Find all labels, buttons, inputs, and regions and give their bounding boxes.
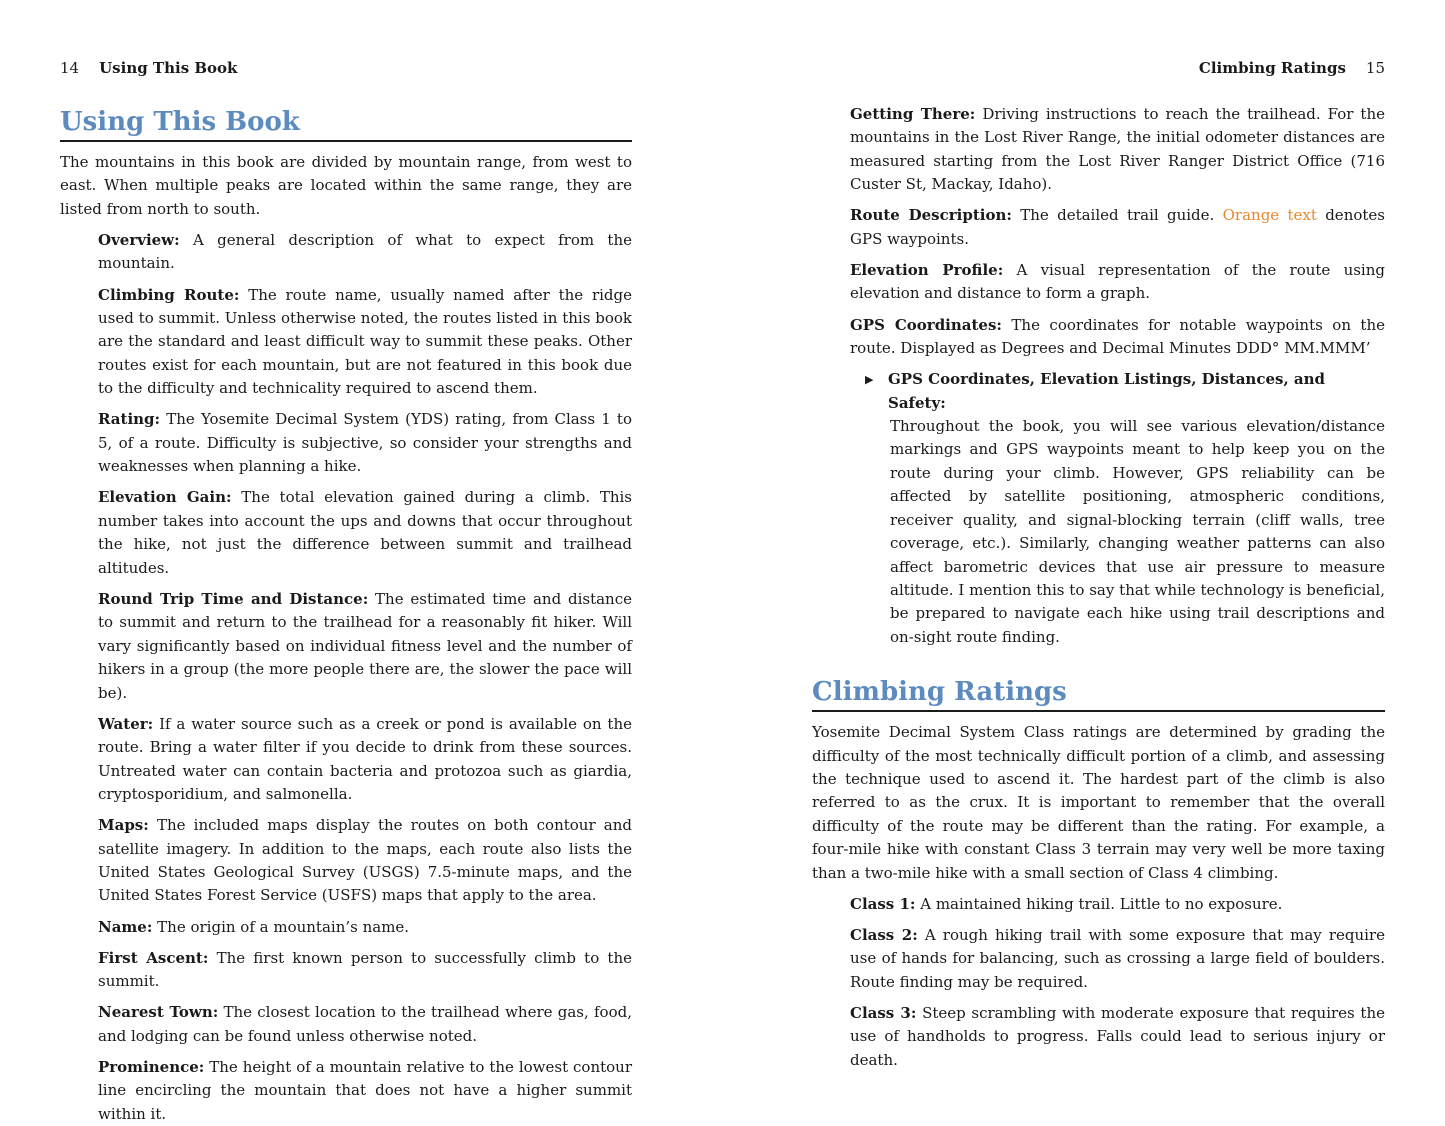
entry-elevation-profile xyxy=(850,259,1385,306)
entry-term: Overview: xyxy=(98,231,180,250)
entry-term: Rating: xyxy=(98,410,161,429)
entry-term: Round Trip Time and Distance: xyxy=(98,589,369,608)
entry-text: The origin of a mountain’s name. xyxy=(152,917,410,936)
entry-text: The total elevation gained during a climb. This number takes into account the ups and downs that occur throughout the hike, not just the difference between summit and trailhead altitudes. xyxy=(98,488,633,577)
entry-text: If a water source such as a creek or pond is available on the route. Bring a water filter if you decide to drink from these sources. Untreated water can contain bacteria and protozoa such as giardia, cryptosporidium, and salmonella. xyxy=(98,714,632,803)
gps-safety-note xyxy=(850,368,1385,649)
entry-term: Nearest Town: xyxy=(98,1003,219,1022)
entry-name xyxy=(98,916,632,939)
intro-paragraph: The mountains in this book are divided by mountain range, from west to east. When multiple peaks are located within the same range, they are listed from north to south. xyxy=(60,153,632,218)
gps-safety-body: Throughout the book, you will see various elevation/distance markings and GPS waypoints meant to help keep you on the route during your climb. However, GPS reliability can be affected by satellite positioning, atmospheric conditions, receiver quality, and signal-blocking terrain (cliff walls, tree coverage, etc.). Similarly, changing weather patterns can also affect barometric devices that use air pressure to measure altitude. I mention this to say that while technology is beneficial, be prepared to navigate each hike using trail descriptions and on-sight route finding. xyxy=(890,417,1385,646)
section-heading-climbing-ratings: Climbing Ratings xyxy=(812,675,1385,712)
entry-text: The route name, usually named after the ridge used to summit. Unless otherwise noted, the routes listed in this book are the standard and least difficult way to summit these peaks. Other routes exist for each mountain, but are not featured in this book due to the difficulty and technicality required to ascend them. xyxy=(98,285,632,398)
entry-nearest-town xyxy=(98,1001,632,1048)
running-title-right: Climbing Ratings xyxy=(1198,59,1346,77)
entry-text: A maintained hiking trail. Little to no exposure. xyxy=(915,894,1283,913)
entry-term: Maps: xyxy=(98,816,149,835)
entry-text: The included maps display the routes on both contour and satellite imagery. In addition to the maps, each route also lists the United States Geological Survey (USGS) 7.5-minute maps, and the United States Forest Service (USFS) maps that apply to the area. xyxy=(98,816,632,905)
right-page xyxy=(812,103,1385,1072)
entry-text: The detailed trail guide. xyxy=(1011,206,1223,225)
entry-elevation-gain xyxy=(98,486,632,580)
entry-term: GPS Coordinates: xyxy=(850,315,1002,334)
running-head-right xyxy=(1199,58,1385,78)
entry-term: Climbing Route: xyxy=(98,285,240,304)
entry-term: Prominence: xyxy=(98,1057,205,1076)
entry-term: Class 2: xyxy=(850,925,918,944)
running-head-left xyxy=(60,58,237,78)
section-heading-using-this-book: Using This Book xyxy=(60,105,632,142)
entry-text: A visual representation of the route using elevation and distance to form a graph. xyxy=(850,261,1385,303)
entry-term: Elevation Profile: xyxy=(850,261,1004,280)
orange-text-sample: Orange text xyxy=(1222,206,1317,225)
entry-text: The estimated time and distance to summit and return to the trailhead for a reasonably fit hiker. Will vary significantly based on individual fitness level and the number of hikers in a group (the more people there are, the slower the pace will be). xyxy=(98,589,632,702)
entry-text: The height of a mountain relative to the lowest contour line encircling the mountain that does not have a higher summit within it. xyxy=(98,1057,632,1123)
entry-term: Getting There: xyxy=(850,105,976,123)
running-title-left: Using This Book xyxy=(99,59,238,77)
entry-term: Class 3: xyxy=(850,1003,917,1022)
entry-text: The first known person to successfully climb to the summit. xyxy=(98,948,632,991)
entry-getting-there xyxy=(850,103,1385,197)
entry-water xyxy=(98,713,632,807)
climbing-ratings-intro: Yosemite Decimal System Class ratings are determined by grading the difficulty of the most technically difficult portion of a climb, and assessing the technique used to ascend it. The hardest part of the climb is also referred to as the crux. It is important to remember that the overall difficulty of the route may be different than the rating. For example, a four-mile hike with constant Class 3 terrain may very well be more taxing than a two-mile hike with a small section of Class 4 climbing. xyxy=(812,723,1385,882)
entry-text: The Yosemite Decimal System (YDS) rating, from Class 1 to 5, of a route. Difficulty is subjective, so consider your strengths and weaknesses when planning a hike. xyxy=(98,410,632,476)
triangle-right-icon: ▶ xyxy=(865,373,874,387)
class-1-entry xyxy=(850,893,1385,916)
entry-term: Class 1: xyxy=(850,894,916,913)
entry-text: A rough hiking trail with some exposure that may require use of hands for balancing, such as crossing a large field of boulders. Route finding may be required. xyxy=(850,925,1385,991)
entry-text: A general description of what to expect from the mountain. xyxy=(98,231,632,273)
entry-text: The coordinates for notable waypoints on the route. Displayed as Degrees and Decimal Minutes DDD° MM.MMM’ xyxy=(850,315,1386,358)
entry-route-description xyxy=(850,204,1385,251)
entry-overview xyxy=(98,229,632,276)
gps-safety-heading: GPS Coordinates, Elevation Listings, Distances, and Safety: xyxy=(888,370,1326,412)
class-3-entry xyxy=(850,1002,1385,1072)
page-number-left: 14 xyxy=(60,59,80,77)
left-page xyxy=(60,105,632,1126)
entry-text: Driving instructions to reach the trailhead. For the mountains in the Lost River Range, the initial odometer distances are measured starting from the Lost River Ranger District Office (716 Custer St, Mackay, Idaho). xyxy=(850,105,1385,194)
entry-first-ascent xyxy=(98,947,632,994)
entry-term: First Ascent: xyxy=(98,948,209,967)
page-number-right: 15 xyxy=(1365,59,1385,77)
entry-climbing-route xyxy=(98,284,632,401)
entry-term: Route Description: xyxy=(850,206,1012,225)
entry-term: Water: xyxy=(98,714,154,733)
entry-rating xyxy=(98,408,632,478)
entry-text: Steep scrambling with moderate exposure that requires the use of handholds to progress. Falls could lead to serious injury or death. xyxy=(850,1003,1385,1069)
entry-prominence xyxy=(98,1056,632,1126)
entry-text: The closest location to the trailhead where gas, food, and lodging can be found unless otherwise noted. xyxy=(98,1003,632,1045)
entry-term: Name: xyxy=(98,917,153,936)
class-2-entry xyxy=(850,924,1385,994)
entry-term: Elevation Gain: xyxy=(98,488,232,507)
entry-maps xyxy=(98,814,632,908)
entry-gps-coordinates xyxy=(850,314,1385,361)
entry-round-trip xyxy=(98,588,632,705)
entry-text: denotes GPS waypoints. xyxy=(850,206,1385,248)
